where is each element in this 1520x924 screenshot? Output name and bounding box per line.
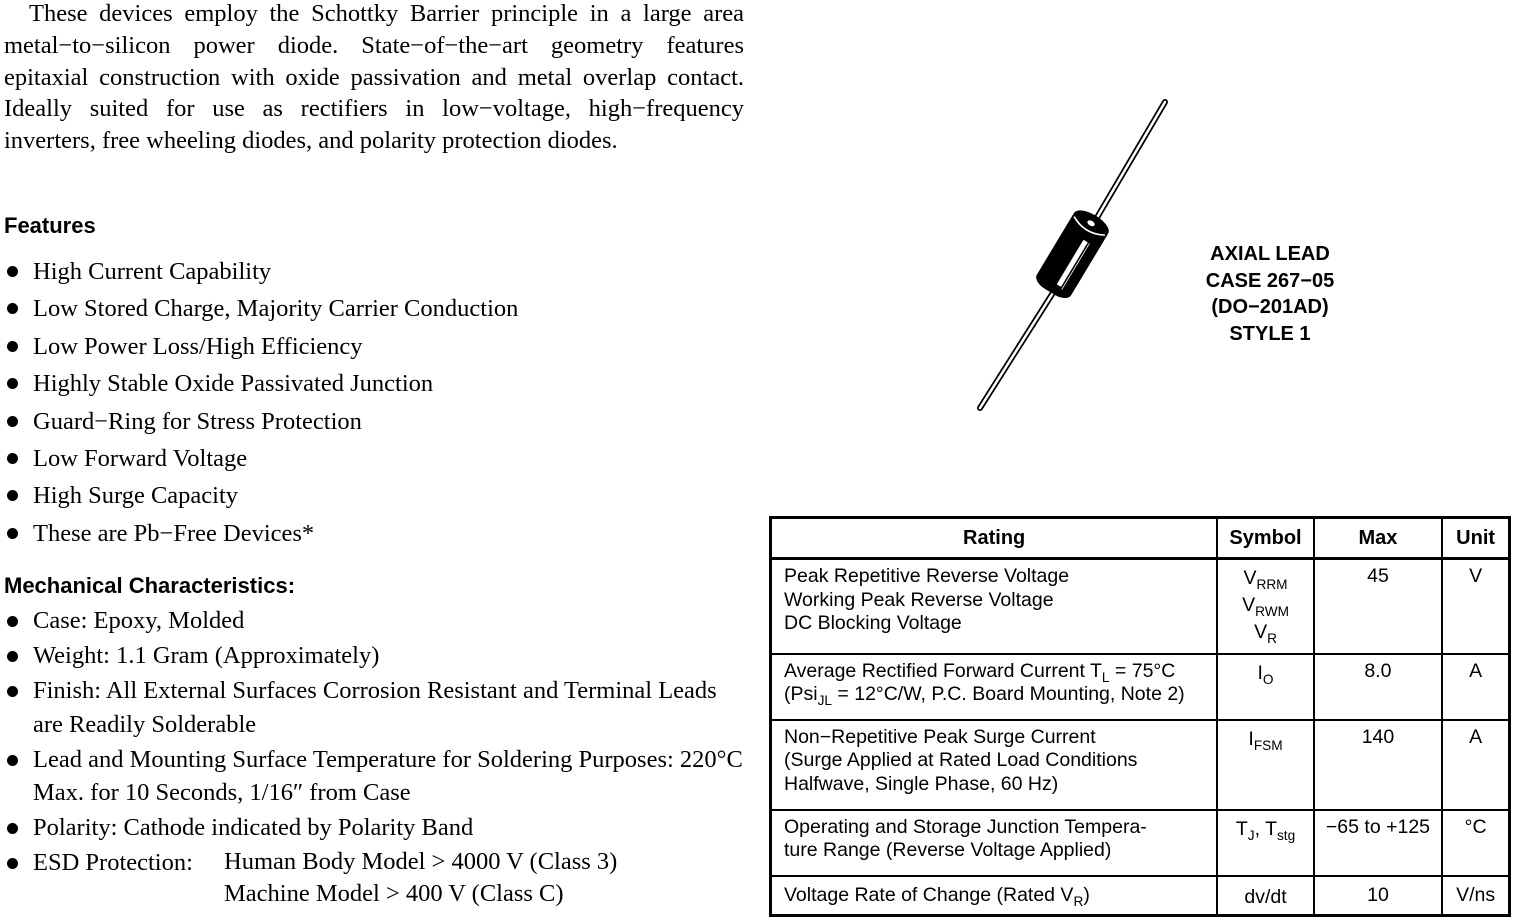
- table-row: [771, 810, 1510, 876]
- diode-lead-bottom: [980, 288, 1056, 408]
- mechanical-item: Finish: All External Surfaces Corrosion Resistant and Terminal Leads are Readily Solderable: [4, 674, 723, 741]
- table-header-row: [771, 518, 1510, 559]
- header-unit: Unit: [1442, 518, 1509, 559]
- max-cell: 45: [1314, 559, 1443, 654]
- symbol-cell: $I_O$: [1217, 654, 1313, 720]
- package-caption-line: STYLE 1: [1229, 322, 1311, 345]
- rating-cell: Average Rectified Forward Current $T_L = 75^\circ C$ (Psi$_{JL}$ = 12°C/W, P.C. Board Mounting, Note 2): [771, 654, 1218, 720]
- mechanical-list: [4, 604, 744, 912]
- bullet-icon: [7, 416, 18, 427]
- mechanical-item: Weight: 1.1 Gram (Approximately): [4, 639, 744, 673]
- feature-item: Low Stored Charge, Majority Carrier Conduction: [4, 290, 518, 327]
- max-cell: 10: [1314, 876, 1443, 916]
- package-caption-line: CASE 267−05: [1205, 269, 1335, 292]
- esd-machine-model: Machine Model > 400 V (Class C): [224, 880, 564, 907]
- bullet-icon: [7, 528, 18, 539]
- mechanical-item: Lead and Mounting Surface Temperature for Soldering Purposes: 220°C Max. for 10 Seconds, 1/16″ from Case: [4, 743, 745, 810]
- bullet-icon: [7, 858, 18, 869]
- bullet-icon: [7, 303, 18, 314]
- bullet-icon: [7, 490, 18, 501]
- bullet-icon: [7, 823, 18, 834]
- bullet-icon: [7, 378, 18, 389]
- rating-cell: Operating and Storage Junction Tempera- ture Range (Reverse Voltage Applied): [771, 810, 1218, 876]
- package-caption-line: (DO−201AD): [1211, 296, 1329, 318]
- table-row: [771, 654, 1510, 720]
- unit-cell: V/ns: [1442, 876, 1509, 916]
- max-cell: 140: [1314, 720, 1443, 810]
- feature-item: Low Power Loss/High Efficiency: [4, 328, 518, 365]
- symbol-cell: $V_{RRM}$ $V_{RWM}$ $V_R$: [1217, 559, 1313, 654]
- bullet-icon: [7, 341, 18, 352]
- symbol-cell: $T_J$, $T_{stg}$: [1217, 810, 1313, 876]
- unit-cell: °C: [1442, 810, 1509, 876]
- package-caption-line: AXIAL LEAD: [1210, 243, 1330, 265]
- max-cell: 8.0: [1314, 654, 1443, 720]
- esd-human-body-model: Human Body Model > 4000 V (Class 3): [224, 848, 618, 875]
- bullet-icon: [7, 266, 18, 277]
- bullet-icon: [7, 651, 18, 662]
- esd-label: ESD Protection:: [33, 849, 193, 876]
- unit-cell: V: [1442, 559, 1509, 654]
- rating-cell: Voltage Rate of Change (Rated $V_R$): [771, 876, 1218, 916]
- table-row: [771, 559, 1510, 654]
- unit-cell: A: [1442, 654, 1509, 720]
- bullet-icon: [7, 453, 18, 464]
- symbol-cell: $I_{FSM}$: [1217, 720, 1313, 810]
- mechanical-item: Polarity: Cathode indicated by Polarity Band: [4, 811, 744, 845]
- diode-body: [1033, 205, 1113, 302]
- symbol-cell: dv/dt: [1217, 876, 1313, 916]
- package-caption: [1190, 241, 1350, 347]
- feature-item: These are Pb−Free Devices*: [4, 515, 518, 552]
- features-heading: Features: [4, 213, 96, 238]
- bullet-icon: [7, 616, 18, 627]
- intro-paragraph: These devices employ the Schottky Barrier principle in a large area metal−to−silicon power diode. State−of−the−art geometry features epitaxial construction with oxide passivation and metal overlap contact. Ideally suited for use as rectifiers in low−voltage, high−frequency inverters, free wheeling diodes, and polarity protection diodes.: [4, 0, 744, 155]
- header-max: Max: [1314, 518, 1443, 559]
- unit-cell: A: [1442, 720, 1509, 810]
- rating-cell: Non−Repetitive Peak Surge Current (Surge Applied at Rated Load Conditions Halfwave, Single Phase, 60 Hz): [771, 720, 1218, 810]
- table-row: [771, 876, 1510, 916]
- mechanical-item: Case: Epoxy, Molded: [4, 604, 744, 638]
- max-cell: −65 to +125: [1314, 810, 1443, 876]
- features-list: [4, 253, 518, 552]
- rating-cell: Peak Repetitive Reverse Voltage Working Peak Reverse Voltage DC Blocking Voltage: [771, 559, 1218, 654]
- header-rating: Rating: [771, 518, 1218, 559]
- axial-lead-diode-icon: [960, 90, 1190, 420]
- feature-item: Low Forward Voltage: [4, 440, 518, 477]
- bullet-icon: [7, 755, 18, 766]
- esd-item: [4, 846, 744, 910]
- feature-item: High Current Capability: [4, 253, 518, 290]
- maximum-ratings-table: [769, 516, 1511, 917]
- bullet-icon: [7, 686, 18, 697]
- feature-item: Guard−Ring for Stress Protection: [4, 403, 518, 440]
- feature-item: Highly Stable Oxide Passivated Junction: [4, 365, 518, 402]
- header-symbol: Symbol: [1217, 518, 1313, 559]
- table-row: [771, 720, 1510, 810]
- mechanical-heading: Mechanical Characteristics:: [4, 573, 296, 598]
- feature-item: High Surge Capacity: [4, 477, 518, 514]
